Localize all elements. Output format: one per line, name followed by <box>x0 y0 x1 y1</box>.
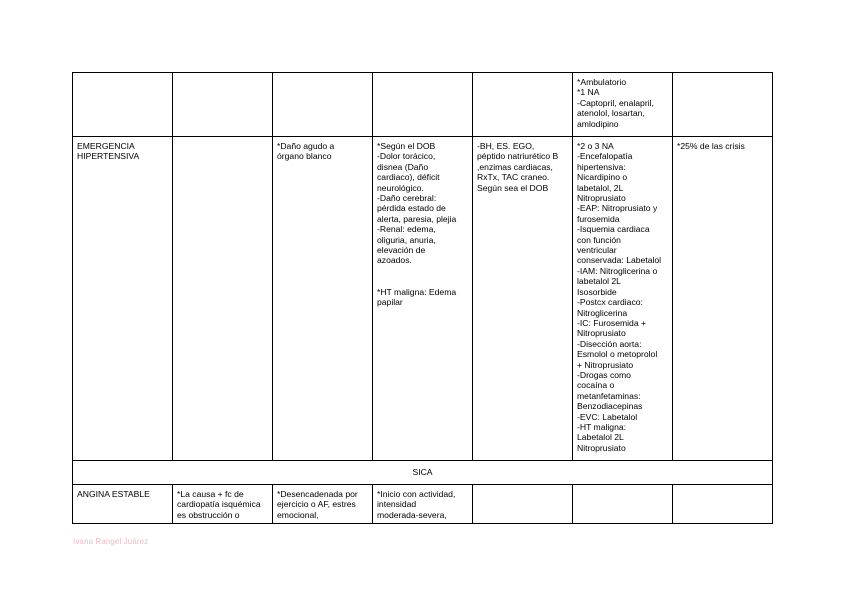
cell-line: *2 o 3 NA <box>577 141 614 151</box>
cell-line <box>377 266 468 276</box>
cell-line: Labetalol 2L <box>577 432 624 443</box>
cell-line: EMERGENCIA <box>77 141 135 151</box>
cell-studies <box>473 137 573 461</box>
cell-line: ,enzimas cardiacas, <box>477 161 553 172</box>
cell-line: *Desencadenada por <box>277 489 358 499</box>
cell-line: oliguria, anuria, <box>377 234 436 245</box>
cell-line: -Disección aorta: <box>577 338 642 349</box>
cell-angina-trigger <box>273 485 373 524</box>
cell-line: metanfetaminas: <box>577 390 641 401</box>
cell-line: -Isquemia cardiaca <box>577 224 650 235</box>
cell-line: *Ambulatorio <box>577 77 627 87</box>
cell-clinical <box>373 137 473 461</box>
cell-r0-c4 <box>373 73 473 137</box>
footer-author: Ivana Rangel Juárez <box>73 537 149 546</box>
cell-line: azoados. <box>377 255 412 266</box>
cell-line: Nitroprusiato <box>577 193 626 204</box>
cell-line: Nicardipino o <box>577 172 628 183</box>
cell-angina-diagnosis <box>73 485 173 524</box>
cell-line: neurológico. <box>377 182 424 193</box>
cell-r0-c5 <box>473 73 573 137</box>
cell-line: + Nitroprusiato <box>577 359 634 370</box>
cell-line: ventricular <box>577 245 617 256</box>
table-row-angina <box>73 485 773 524</box>
cell-line: -BH, ES. EGO, <box>477 141 535 151</box>
clinical-table <box>72 72 773 524</box>
cell-line: *Según el DOB <box>377 141 436 151</box>
cell-line: disnea (Daño <box>377 161 429 172</box>
cell-line: alerta, paresia, plejia <box>377 213 457 224</box>
cell-line: emocional, <box>277 509 319 520</box>
cell-line: cardiaco), déficit <box>377 172 440 183</box>
cell-r3-c6 <box>573 485 673 524</box>
cell-line: -EAP: Nitroprusiato y <box>577 203 658 214</box>
cell-line: Nitroprusiato <box>577 328 626 339</box>
table-section-row <box>73 461 773 485</box>
cell-line: cardiopatía isquémica <box>177 499 261 510</box>
cell-r3-c5 <box>473 485 573 524</box>
cell-r0-c2 <box>173 73 273 137</box>
cell-line: es obstrucción o <box>177 509 240 520</box>
table-row-top <box>73 73 773 137</box>
cell-line: moderada-severa, <box>377 509 447 520</box>
cell-line: RxTx, TAC craneo. <box>477 172 550 183</box>
cell-line: elevación de <box>377 245 426 256</box>
cell-line <box>377 276 468 286</box>
cell-line: -Drogas como <box>577 369 631 380</box>
cell-line: *HT maligna: Edema <box>377 286 457 297</box>
cell-line: Según sea el DOB <box>477 182 549 193</box>
cell-line: -EVC: Labetalol <box>577 411 638 422</box>
cell-line: *Inicio con actividad, <box>377 489 456 499</box>
cell-line: *La causa + fc de <box>177 489 244 499</box>
table-row-emergencia <box>73 137 773 461</box>
cell-notes <box>673 137 773 461</box>
cell-definition <box>273 137 373 461</box>
cell-line: órgano blanco <box>277 151 332 162</box>
cell-line: Nitroprusiato <box>577 442 626 453</box>
cell-r1-c2 <box>173 137 273 461</box>
cell-line: HIPERTENSIVA <box>77 151 140 162</box>
cell-line: -Dolor torácico, <box>377 151 436 162</box>
cell-line: atenolol, losartan, <box>577 108 645 119</box>
cell-line: con función <box>577 234 621 245</box>
cell-line: -Captopril, enalapril, <box>577 97 654 108</box>
cell-r0-c6-treatment <box>573 73 673 137</box>
cell-line: -HT maligna: <box>577 421 627 432</box>
cell-line: hipertensiva: <box>577 161 626 172</box>
cell-line: Nitroglicerina <box>577 307 628 318</box>
cell-line: conservada: Labetalol <box>577 255 662 266</box>
cell-line: cocaína o <box>577 380 615 391</box>
cell-line: -Daño cerebral: <box>377 193 437 204</box>
cell-line: Isosorbide <box>577 286 617 297</box>
cell-line: *Daño agudo a <box>277 141 335 151</box>
cell-line: amlodipino <box>577 118 619 129</box>
cell-line: pérdida estado de <box>377 203 446 214</box>
cell-line: péptido natriurético B <box>477 151 559 162</box>
cell-line: ejercicio o AF, estres <box>277 499 356 510</box>
cell-line: labetalol 2L <box>577 276 621 287</box>
cell-line: Esmolol o metoprolol <box>577 349 658 360</box>
cell-line: intensidad <box>377 499 417 510</box>
cell-diagnosis <box>73 137 173 461</box>
cell-r0-c1 <box>73 73 173 137</box>
cell-angina-clinical <box>373 485 473 524</box>
cell-angina-cause <box>173 485 273 524</box>
cell-line: *25% de las crisis <box>677 141 745 151</box>
cell-r0-c7 <box>673 73 773 137</box>
cell-line: *1 NA <box>577 87 600 98</box>
cell-line: papilar <box>377 297 403 308</box>
cell-line: Benzodiacepinas <box>577 401 643 412</box>
cell-line: ANGINA ESTABLE <box>77 489 150 499</box>
cell-line: -Renal: edema, <box>377 224 436 235</box>
cell-r3-c7 <box>673 485 773 524</box>
cell-line: -Postcx cardiaco: <box>577 297 643 308</box>
cell-line: -Encefalopatía <box>577 151 633 162</box>
section-title: SICA <box>73 461 773 485</box>
cell-r0-c3 <box>273 73 373 137</box>
cell-line: -IC: Furosemida + <box>577 317 647 328</box>
cell-treatment <box>573 137 673 461</box>
cell-line: -IAM: Nitroglicerina o <box>577 265 658 276</box>
cell-line: furosemida <box>577 213 620 224</box>
cell-line: labetalol, 2L <box>577 182 624 193</box>
